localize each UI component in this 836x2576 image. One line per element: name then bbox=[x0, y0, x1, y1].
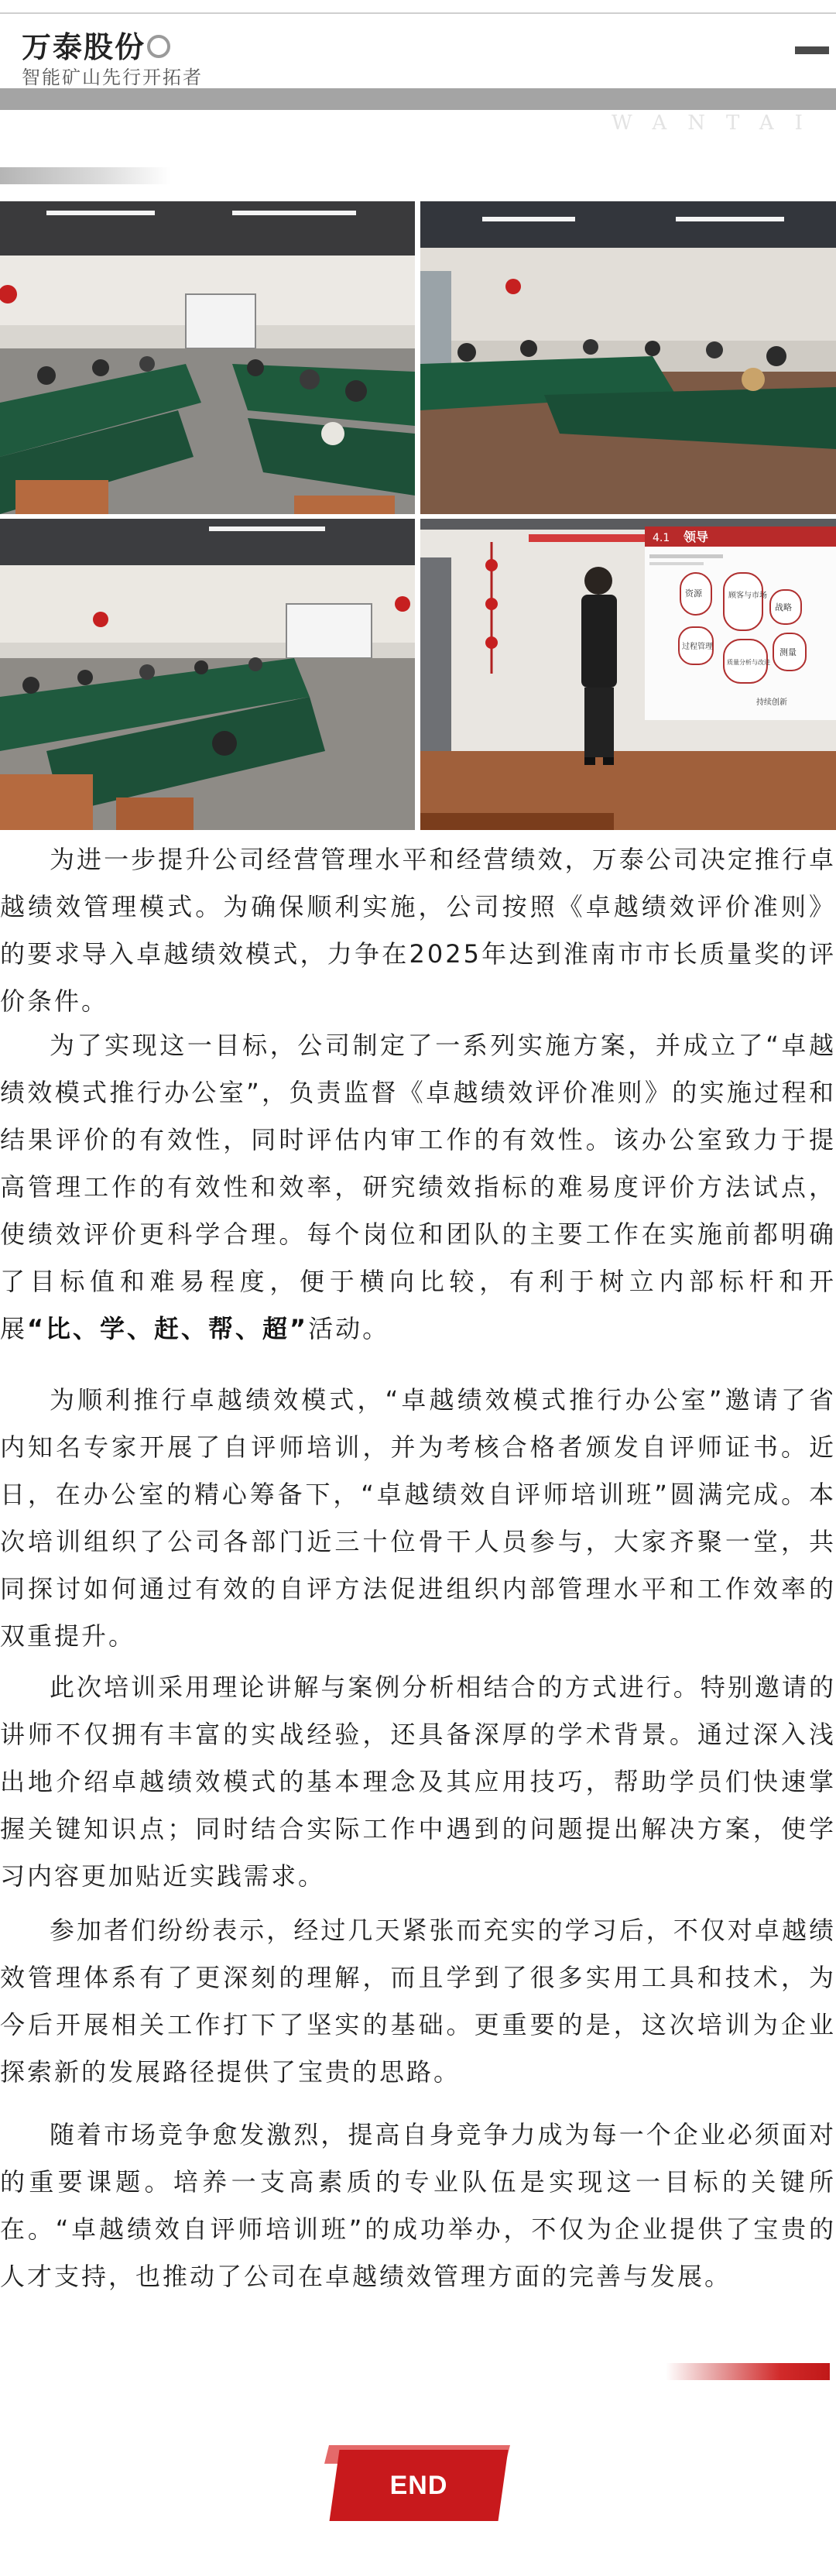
slide-bubble-1: 资源 bbox=[685, 588, 702, 599]
slide-bubble-5: 质量分析与改进 bbox=[727, 659, 770, 666]
decorative-red-bar bbox=[666, 2363, 830, 2380]
header bbox=[0, 0, 836, 186]
paragraph-3: 为顺利推行卓越绩效模式，“卓越绩效模式推行办公室”邀请了省内知名专家开展了自评师培训，并为考核合格者颁发自评师证书。近日，在办公室的精心筹备下，“卓越绩效自评师培训班”圆满完成。本次培训组织了公司各部门近三十位骨干人员参与，大家齐聚一堂，共同探讨如何通过有效的自评方法促进组织内部管理水平和工作效率的双重提升。 bbox=[0, 1385, 836, 1651]
paragraph-2-text: 为了实现这一目标，公司制定了一系列实施方案，并成立了“卓越绩效模式推行办公室”，负责监督《卓越绩效评价准则》的实施过程和结果评价的有效性，同时评估内审工作的有效性。该办公室致力于提高管理工作的有效性和效率，研究绩效指标的难易度评价方法试点，使绩效评价更科学合理。每个岗位和团队的主要工作在实施前都明确了目标值和难易程度，便于横向比较，有利于树立内部标杆和开展 bbox=[0, 1031, 836, 1343]
slide-bubble-6: 测量 bbox=[779, 647, 797, 657]
lecturer-photo bbox=[420, 519, 836, 830]
wantai-watermark: WANTAI bbox=[612, 111, 824, 135]
paragraph-2 bbox=[0, 1022, 836, 1353]
slide-bubble-7: 持续创新 bbox=[756, 698, 787, 707]
meeting-room-photo-1 bbox=[0, 201, 415, 514]
meeting-room-photo-2 bbox=[420, 201, 836, 514]
slide-title: 领导 bbox=[684, 530, 709, 544]
paragraph-4: 此次培训采用理论讲解与案例分析相结合的方式进行。特别邀请的讲师不仅拥有丰富的实战经验，还具备深厚的学术背景。通过深入浅出地介绍卓越绩效模式的基本理念及其应用技巧，帮助学员们快速掌握关键知识点；同时结合实际工作中遇到的问题提出解决方案，使学习内容更加贴近实践需求。 bbox=[0, 1672, 836, 1891]
brand-slogan: 智能矿山先行开拓者 bbox=[22, 67, 203, 88]
slide-bubble-2: 顾客与市场 bbox=[728, 592, 767, 600]
decorative-fade-bar bbox=[0, 167, 170, 184]
highlight-slogan: “比、学、赶、帮、超” bbox=[27, 1314, 309, 1343]
slide-bubble-3: 战略 bbox=[775, 602, 792, 612]
paragraph-2-tail: 活动。 bbox=[308, 1314, 390, 1343]
article-body bbox=[0, 836, 836, 2385]
end-label: END bbox=[389, 2471, 448, 2500]
slide-bubble-4: 过程管理 bbox=[682, 643, 713, 651]
logo-circle-icon bbox=[147, 35, 170, 58]
brand-logo bbox=[22, 23, 170, 66]
meeting-room-photo-3 bbox=[0, 519, 415, 830]
paragraph-1: 为进一步提升公司经营管理水平和经营绩效，万泰公司决定推行卓越绩效管理模式。为确保顺利实施，公司按照《卓越绩效评价准则》的要求导入卓越绩效模式，力争在2025年达到淮南市市长质量奖的评价条件。 bbox=[0, 845, 836, 1016]
paragraph-6: 随着市场竞争愈发激烈，提高自身竞争力成为每一个企业必须面对的重要课题。培养一支高素质的专业队伍是实现这一目标的关键所在。“卓越绩效自评师培训班”的成功举办，不仅为企业提供了宝贵的人才支持，也推动了公司在卓越绩效管理方面的完善与发展。 bbox=[0, 2120, 836, 2291]
header-divider bbox=[0, 12, 836, 14]
brand-name: 万泰股份 bbox=[22, 30, 146, 64]
header-band bbox=[0, 88, 836, 110]
menu-icon[interactable] bbox=[795, 46, 829, 54]
slide-number: 4.1 bbox=[653, 532, 670, 544]
paragraph-5: 参加者们纷纷表示，经过几天紧张而充实的学习后，不仅对卓越绩效管理体系有了更深刻的理解，而且学到了很多实用工具和技术，为今后开展相关工作打下了坚实的基础。更重要的是，这次培训为企业探索新的发展路径提供了宝贵的思路。 bbox=[0, 1916, 836, 2087]
